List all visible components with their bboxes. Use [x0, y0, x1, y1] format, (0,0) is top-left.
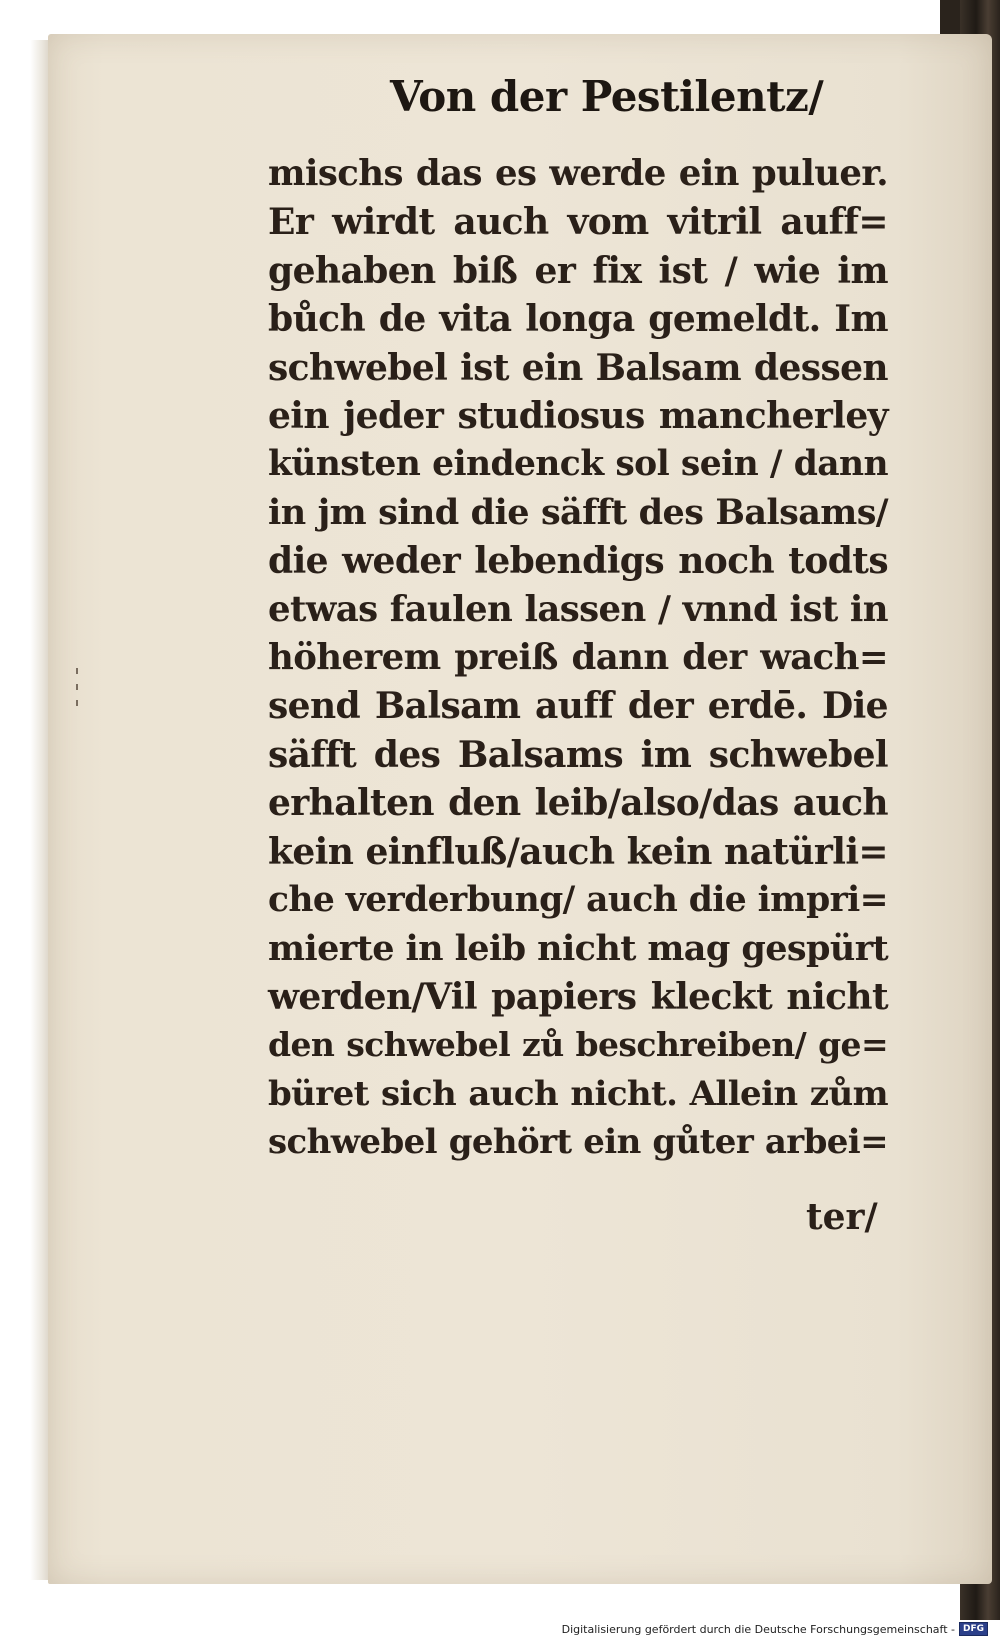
running-head: Von der Pestilentz/ [390, 72, 824, 121]
text-line: bůch de vita longa gemeldt. Im [268, 298, 888, 341]
text-line: mischs das es werde ein puluer. [268, 153, 888, 194]
text-line: ein jeder studiosus mancherley [268, 395, 888, 438]
text-line: höherem preiß dann der wach= [268, 637, 888, 679]
text-line: in jm sind die säfft des Balsams/ [268, 491, 888, 533]
text-line: kein einfluß/auch kein natürli= [268, 830, 888, 873]
text-line: die weder lebendigs noch todts [268, 540, 888, 583]
digitization-footer [562, 1622, 988, 1636]
page-body-text [268, 150, 888, 1167]
text-line: säfft des Balsams im schwebel [268, 733, 888, 776]
text-line: schwebel gehört ein gůter arbei= [268, 1122, 888, 1163]
text-line: den schwebel zů beschreiben/ ge= [268, 1025, 888, 1065]
text-line: erhalten den leib/also/das auch [268, 782, 888, 825]
text-line: gehaben biß er fix ist / wie im [268, 249, 888, 292]
text-line: künsten eindenck sol sein / dann [268, 444, 888, 485]
catchword: ter/ [806, 1196, 878, 1238]
text-line: etwas faulen lassen / vnnd ist in [268, 588, 888, 630]
text-line: send Balsam auff der erdē. Die [268, 685, 888, 728]
text-line: werden/Vil papiers kleckt nicht [268, 975, 888, 1018]
dfg-logo: DFG [959, 1622, 988, 1636]
footer-credit-text: Digitalisierung gefördert durch die Deutsche Forschungsgemeinschaft - [561, 1622, 955, 1636]
text-line: büret sich auch nicht. Allein zům [268, 1073, 888, 1114]
text-line: mierte in leib nicht mag gespürt [268, 927, 889, 969]
text-line: schwebel ist ein Balsam dessen [268, 346, 888, 389]
text-line: Er wirdt auch vom vitril auff= [268, 201, 888, 244]
margin-marks [76, 668, 80, 718]
text-line: che verderbung/ auch die impri= [268, 880, 888, 921]
